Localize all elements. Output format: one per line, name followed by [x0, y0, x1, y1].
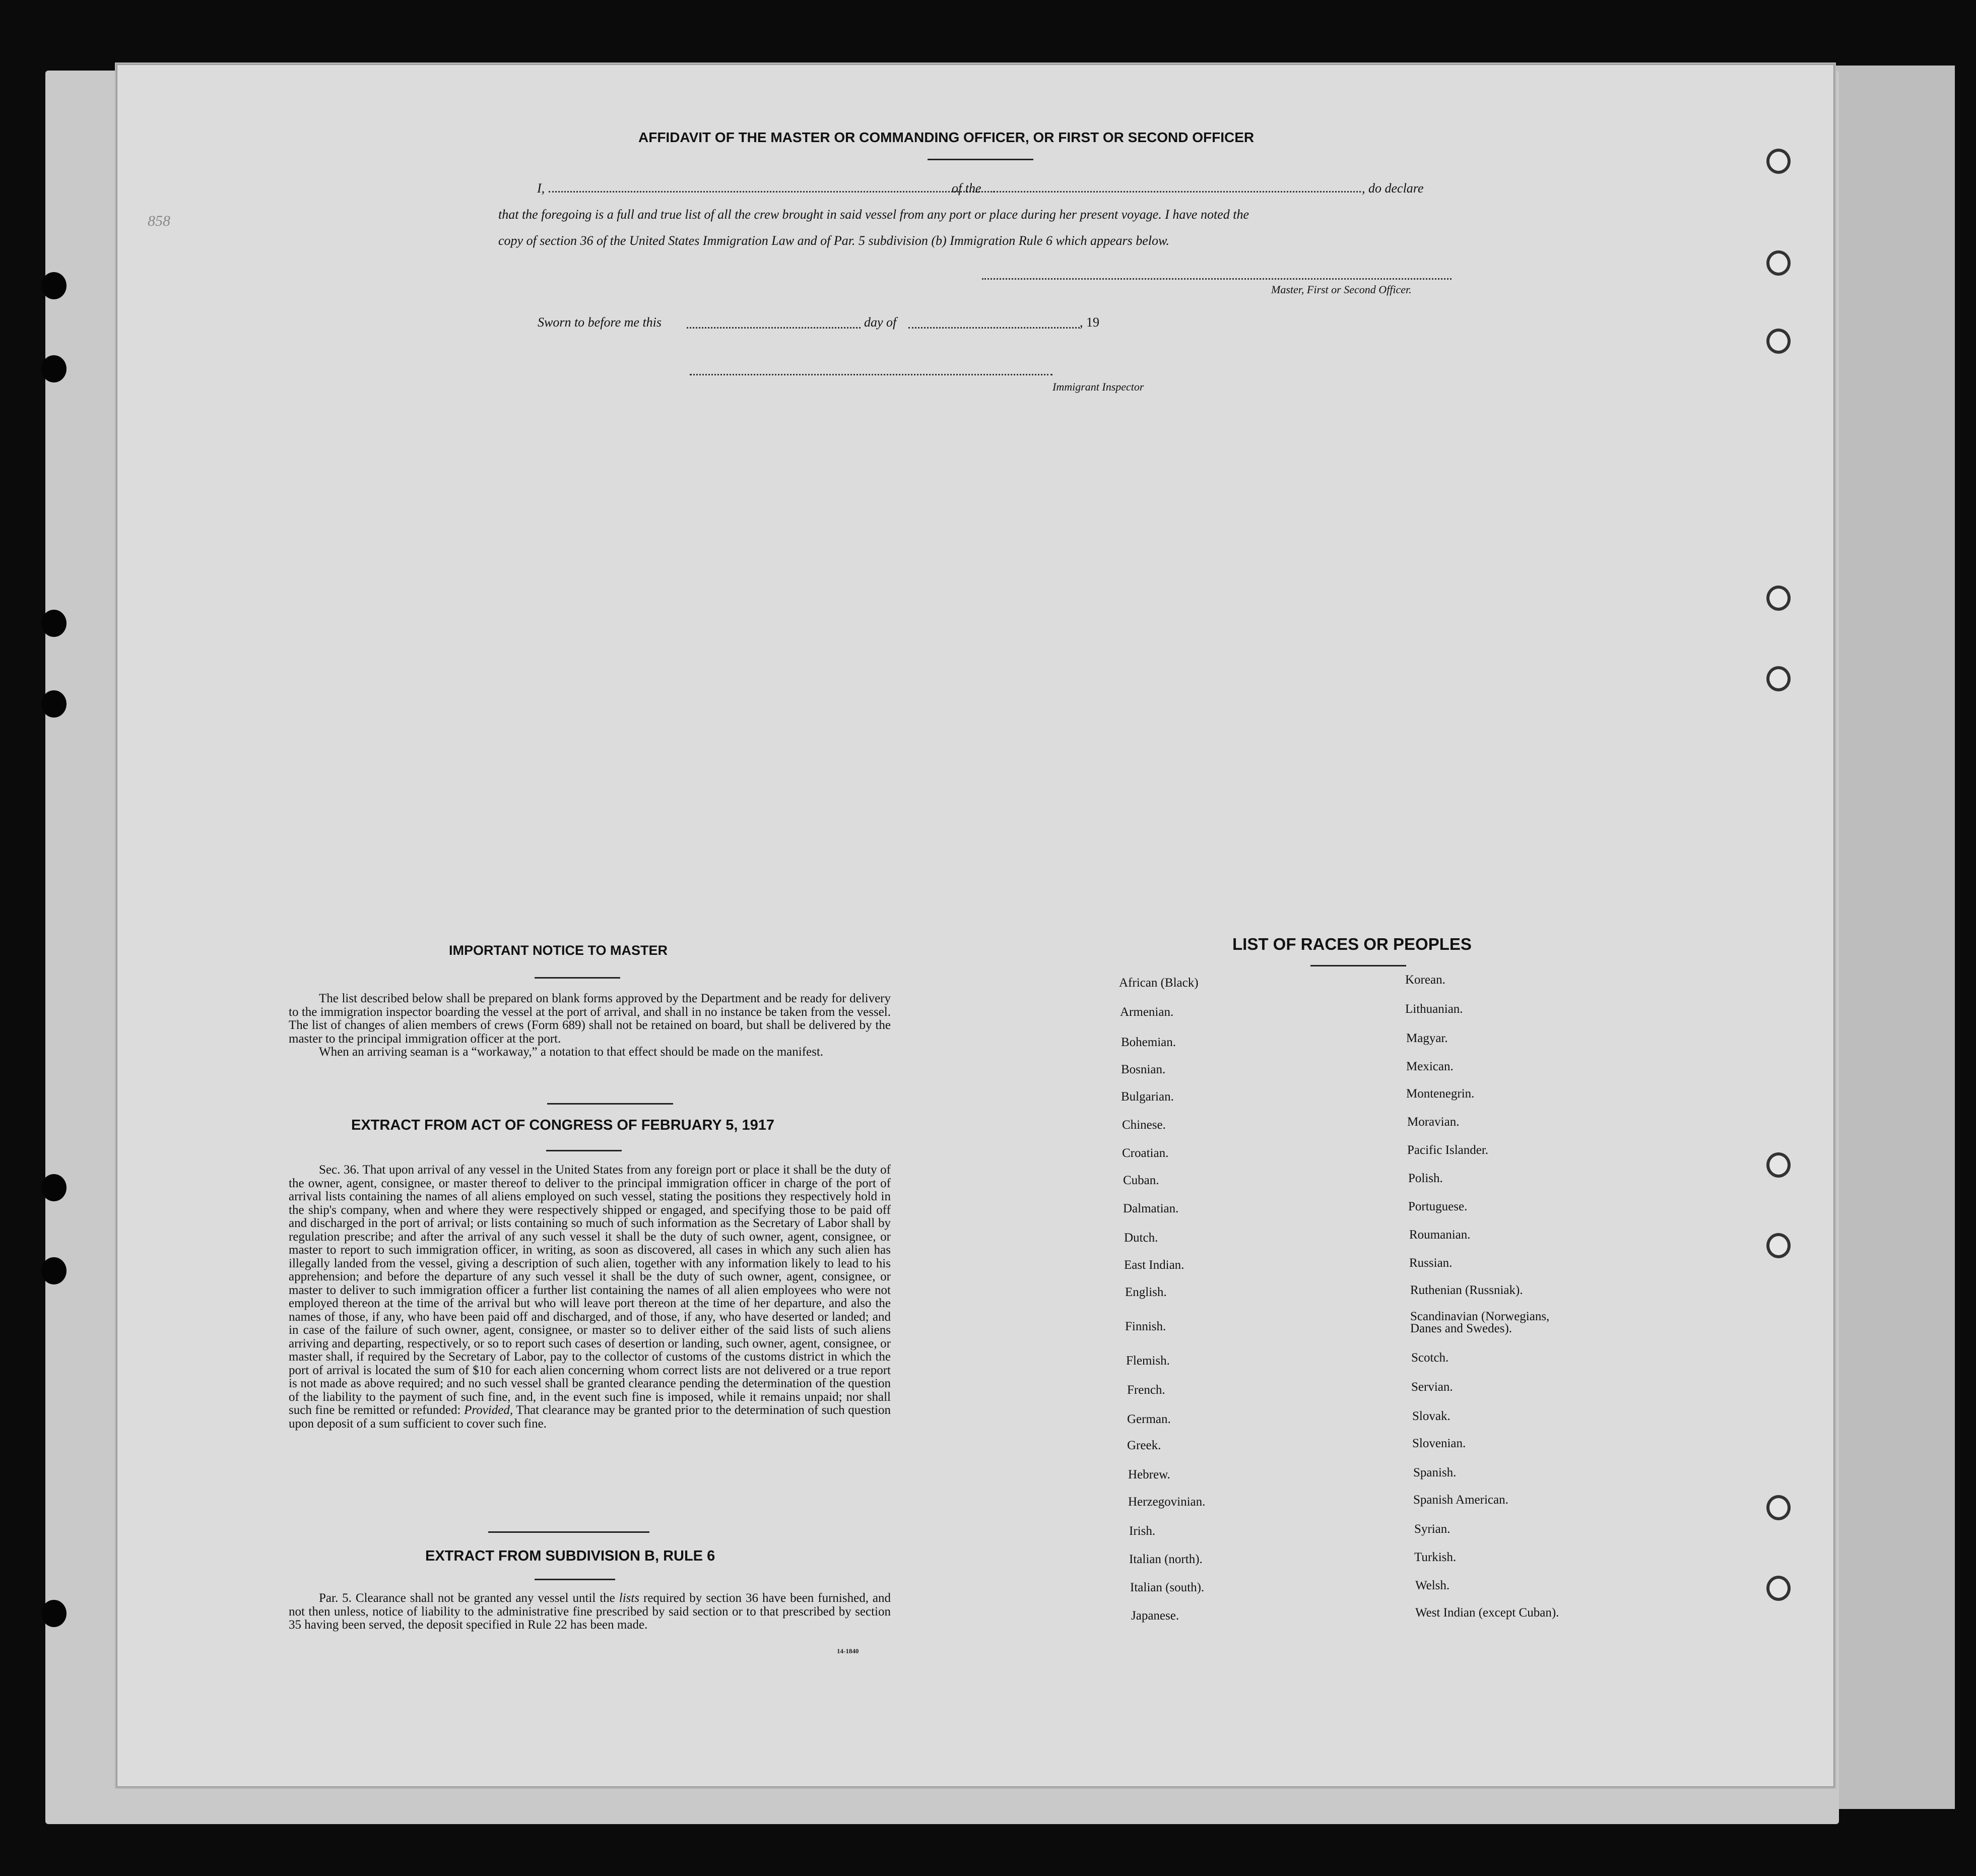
race-item: Irish. — [1129, 1524, 1156, 1538]
punch-hole — [41, 1600, 67, 1627]
race-item: Portuguese. — [1408, 1200, 1468, 1213]
signature-caption: Master, First or Second Officer. — [1271, 283, 1412, 296]
section-rule — [535, 1579, 615, 1580]
affidavit-of-the-label: of the — [952, 181, 981, 196]
binder-ring — [1766, 329, 1791, 354]
sec-label: Sec. 36. — [319, 1163, 360, 1177]
punch-hole — [41, 272, 67, 299]
par-5-paragraph — [289, 1592, 891, 1632]
race-item: Herzegovinian. — [1128, 1495, 1206, 1509]
race-item: Russian. — [1409, 1256, 1453, 1270]
binder-ring — [1766, 250, 1791, 276]
binder-ring — [1766, 1233, 1791, 1258]
affidavit-line-2: that the foregoing is a full and true list of all the crew brought in said vessel from any port or place during her present voyage. I have noted the — [498, 207, 1249, 222]
race-item: Korean. — [1405, 973, 1445, 987]
race-item: Roumanian. — [1409, 1228, 1471, 1242]
margin-note: 858 — [148, 213, 170, 229]
race-item: Italian (north). — [1129, 1552, 1203, 1566]
notice-rule — [535, 977, 620, 979]
inspector-caption: Immigrant Inspector — [1052, 380, 1144, 393]
sec-36-paragraph — [289, 1163, 891, 1431]
extract-act-title: EXTRACT FROM ACT OF CONGRESS OF FEBRUARY 5, 1917 — [351, 1117, 775, 1133]
race-item: Moravian. — [1407, 1115, 1460, 1129]
inspector-signature-blank — [690, 374, 1052, 375]
race-item: Bosnian. — [1121, 1063, 1166, 1076]
race-item: Turkish. — [1414, 1550, 1457, 1564]
race-item: Bohemian. — [1121, 1036, 1176, 1049]
race-item: Pacific Islander. — [1407, 1143, 1489, 1157]
affidavit-title: AFFIDAVIT OF THE MASTER OR COMMANDING OFFICER, OR FIRST OR SECOND OFFICER — [638, 130, 1255, 145]
races-title: LIST OF RACES OR PEOPLES — [1232, 935, 1472, 953]
punch-hole — [41, 610, 67, 637]
form-number: 14-1840 — [837, 1647, 859, 1655]
notice-paragraph-1: The list described below shall be prepared on blank forms approved by the Department and be ready for delivery to the immigration inspector boarding the vessel at the port of arrival, and shall in no instance be taken from the vessel. The list of changes of alien members of crews (Form 689) shall not be retained on board, but shall be delivered by the master to the principal immigration officer at the port. — [289, 992, 891, 1046]
binder-ring — [1766, 1576, 1791, 1601]
race-item: West Indian (except Cuban). — [1415, 1606, 1559, 1620]
lists-word: lists — [619, 1591, 640, 1605]
race-item: Chinese. — [1122, 1118, 1166, 1132]
day-of-label: day of — [864, 315, 897, 330]
affidavit-do-declare: , do declare — [1362, 181, 1424, 196]
race-item: East Indian. — [1124, 1258, 1184, 1272]
race-item: Italian (south). — [1130, 1581, 1205, 1594]
race-item: Croatian. — [1122, 1146, 1169, 1160]
race-item: Dalmatian. — [1123, 1202, 1179, 1215]
punch-hole — [41, 1174, 67, 1201]
race-item: Magyar. — [1406, 1031, 1448, 1045]
race-item: Syrian. — [1414, 1522, 1451, 1536]
manifest-page — [115, 62, 1836, 1789]
month-blank — [908, 327, 1080, 329]
race-item: English. — [1125, 1285, 1167, 1299]
race-item: Japanese. — [1131, 1609, 1179, 1623]
race-item: Lithuanian. — [1405, 1002, 1463, 1016]
binder-ring — [1766, 1495, 1791, 1520]
binder-ring — [1766, 149, 1791, 174]
section-rule — [546, 1150, 622, 1151]
notice-body — [289, 992, 891, 1059]
race-item: German. — [1127, 1412, 1171, 1426]
race-item: Slovak. — [1412, 1409, 1451, 1423]
sworn-label: Sworn to before me this — [538, 315, 662, 330]
extract-act-body — [289, 1163, 891, 1431]
title-rule — [928, 159, 1033, 160]
affidavit-i-label: I, — [537, 181, 545, 196]
race-item: Hebrew. — [1128, 1468, 1170, 1481]
race-item: Cuban. — [1123, 1174, 1159, 1187]
punch-hole — [41, 355, 67, 382]
race-item: Spanish American. — [1413, 1493, 1508, 1507]
race-item: Welsh. — [1415, 1579, 1450, 1592]
race-item: Slovenian. — [1412, 1437, 1466, 1450]
par-5-rest: required by section 36 have been furnished, and not then unless, notice of liability to the administrative fine prescribed by said section or to that prescribed by section 35 having been served, the deposit specified in Rule 22 has been made. — [289, 1591, 891, 1632]
notice-paragraph-2: When an arriving seaman is a “workaway,” a notation to that effect should be made on the manifest. — [319, 1045, 824, 1059]
provided-word: Provided, — [464, 1403, 513, 1417]
punch-hole — [41, 690, 67, 718]
par-5-text: Par. 5. Clearance shall not be granted any vessel until the — [319, 1591, 615, 1605]
year-prefix: , 19 — [1080, 315, 1099, 330]
section-rule — [488, 1531, 649, 1533]
race-item: Polish. — [1408, 1172, 1443, 1185]
race-item: Dutch. — [1124, 1231, 1158, 1245]
race-item: Ruthenian (Russniak). — [1410, 1283, 1523, 1297]
sec-36-text: That upon arrival of any vessel in the United States from any foreign port or place it shall be the duty of the owner, agent, consignee, or master thereof to deliver to the principal immigration officer in charge of the port of arrival lists containing the names of all aliens employed on such vessel, stating the positions they respectively hold in the ship's company, when and where they were respectively shipped or engaged, and specifying those to be paid off and discharged in the port of arrival; or lists containing so much of such information as the Secretary of Labor shall by regulation prescribe; and after the arrival of any such vessel it shall be the duty of such owner, agent, consignee, or master to report to such immigration officer, in writing, as soon as discovered, all cases in which any such alien has illegally landed from the vessel, giving a description of such alien, together with any information likely to lead to his apprehension; and before the departure of any such vessel it shall be the duty of such owner, agent, consignee, or master to deliver to such immigration officer a further list containing the names of all alien employees who were not employed thereon at the time of the arrival but who will leave port thereon at the time of her departure, and also the names of those, if any, who have been paid off and discharged, and of those, if any, who have deserted or landed; and in case of the failure of such owner, agent, consignee, or master so to deliver either of the said lists of such aliens arriving and departing, respectively, or so to report such cases of desertion or landing, such owner, agent, consignee, or master shall, if required by the Secretary of Labor, pay to the collector of customs of the customs district in which the port of arrival is located the sum of $10 for each alien concerning whom correct lists are not delivered or a true report is not made as above required; and no such vessel shall be granted clearance pending the determination of the question of the liability to the payment of such fine, and, in the event such fine is imposed, while it remains unpaid; nor shall such fine be remitted or refunded: — [289, 1163, 891, 1417]
race-item: Montenegrin. — [1406, 1087, 1475, 1101]
race-item: French. — [1127, 1383, 1165, 1397]
vessel-blank — [993, 191, 1361, 192]
punch-hole — [41, 1257, 67, 1284]
notice-title: IMPORTANT NOTICE TO MASTER — [449, 943, 668, 958]
races-rule — [1310, 965, 1406, 966]
sec-36-proviso: That clearance may be granted prior to the determination of such question upon deposit of a sum sufficient to cover such fine. — [289, 1403, 891, 1431]
race-item: Mexican. — [1406, 1060, 1454, 1073]
race-item: Flemish. — [1126, 1354, 1170, 1368]
section-rule — [547, 1103, 673, 1105]
race-item: Bulgarian. — [1121, 1090, 1174, 1104]
race-item: Servian. — [1411, 1380, 1453, 1394]
extract-rule-title: EXTRACT FROM SUBDIVISION B, RULE 6 — [425, 1548, 715, 1564]
signature-blank — [982, 278, 1452, 280]
extract-rule-body — [289, 1592, 891, 1632]
race-item: Scotch. — [1411, 1351, 1449, 1365]
binder-ring — [1766, 586, 1791, 611]
race-item: Greek. — [1127, 1439, 1161, 1452]
race-item: Armenian. — [1120, 1005, 1174, 1019]
affidavit-line-3: copy of section 36 of the United States Immigration Law and of Par. 5 subdivision (b) Immigration Rule 6 which appears below. — [498, 233, 1169, 248]
binder-ring — [1766, 1152, 1791, 1178]
race-item: African (Black) — [1119, 976, 1199, 990]
race-item: Spanish. — [1413, 1466, 1457, 1479]
sworn-day-blank — [687, 327, 861, 329]
race-item: Finnish. — [1125, 1320, 1166, 1333]
binder-ring — [1766, 666, 1791, 691]
race-item: Scandinavian (Norwegians, Danes and Swedes). — [1410, 1310, 1550, 1335]
